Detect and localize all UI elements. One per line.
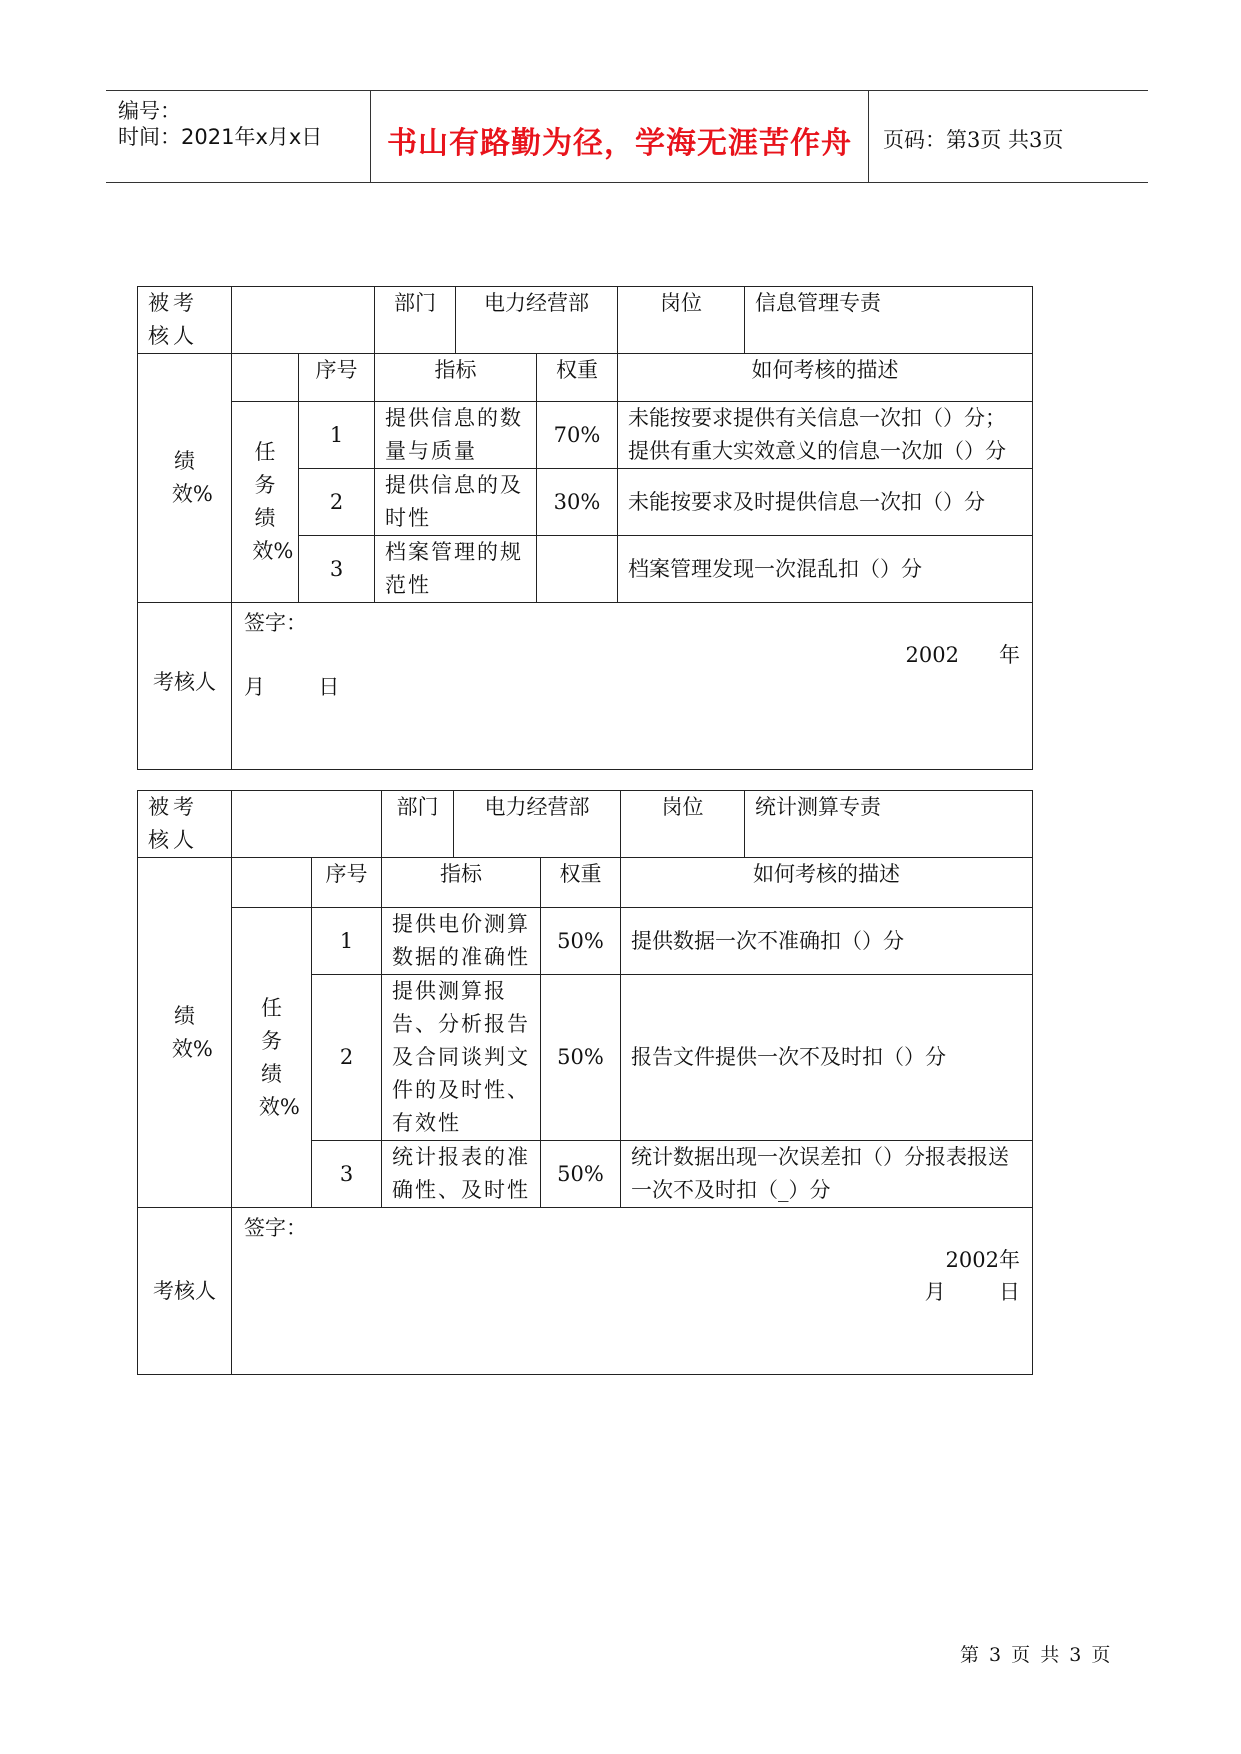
sign-label: 签字： (244, 611, 307, 635)
seq-header: 序号 (299, 354, 375, 402)
row-seq: 2 (312, 975, 382, 1141)
signature-area (232, 603, 1033, 770)
time-label: 时间：2021年x月x日 (118, 125, 323, 149)
how-header: 如何考核的描述 (618, 354, 1033, 402)
row-desc: 提供数据一次不准确扣（）分 (621, 908, 1033, 975)
sign-month-day: 月 日 (924, 1280, 1020, 1304)
signature-area (232, 1208, 1033, 1375)
row-seq: 1 (312, 908, 382, 975)
sign-year: 2002年 (945, 1248, 1020, 1272)
row-weight: 50% (541, 1141, 621, 1208)
header-left (106, 91, 371, 182)
assessee-label: 被考核人 (138, 287, 232, 354)
how-header: 如何考核的描述 (621, 858, 1033, 908)
row-seq: 2 (299, 469, 375, 536)
assessor-label: 考核人 (138, 603, 232, 770)
header-middle (371, 91, 869, 182)
page-footer: 第 3 页 共 3 页 (960, 1644, 1113, 1666)
task-perf-label: 任务绩效% (232, 402, 299, 603)
row-desc: 未能按要求及时提供信息一次扣（）分 (618, 469, 1033, 536)
row-weight: 30% (537, 469, 618, 536)
page-header (106, 90, 1148, 183)
row-indicator: 提供电价测算数据的准确性 (382, 908, 541, 975)
dept-label: 部门 (382, 791, 454, 858)
position-label: 岗位 (621, 791, 745, 858)
assessee-label: 被考核人 (138, 791, 232, 858)
row-weight: 70% (537, 402, 618, 469)
row-indicator: 档案管理的规范性 (375, 536, 537, 603)
assessee-value (232, 287, 375, 354)
sign-label: 签字： (244, 1216, 307, 1240)
row-weight: 50% (541, 908, 621, 975)
row-seq: 3 (299, 536, 375, 603)
row-desc: 未能按要求提供有关信息一次扣（）分；提供有重大实效意义的信息一次加（）分 (618, 402, 1033, 469)
position-label: 岗位 (618, 287, 745, 354)
assessor-label: 考核人 (138, 1208, 232, 1375)
row-desc: 统计数据出现一次误差扣（）分报表报送一次不及时扣（_）分 (621, 1141, 1033, 1208)
seq-header: 序号 (312, 858, 382, 908)
sign-month-day: 月 日 (244, 675, 340, 699)
header-right (869, 91, 1148, 182)
task-perf-label: 任务绩效% (232, 908, 312, 1208)
row-weight: 50% (541, 975, 621, 1141)
dept-label: 部门 (375, 287, 456, 354)
position-value: 信息管理专责 (745, 287, 1033, 354)
position-value: 统计测算专责 (745, 791, 1033, 858)
blank-header-cell (232, 354, 299, 402)
row-weight (537, 536, 618, 603)
row-indicator: 提供信息的及时性 (375, 469, 537, 536)
code-label: 编号： (118, 99, 181, 123)
blank-header-cell (232, 858, 312, 908)
perf-label: 绩效% (138, 858, 232, 1208)
assessment-form-2 (137, 790, 1033, 1375)
row-desc: 报告文件提供一次不及时扣（）分 (621, 975, 1033, 1141)
indicator-header: 指标 (382, 858, 541, 908)
sign-year: 2002 年 (905, 643, 1020, 667)
weight-header: 权重 (537, 354, 618, 402)
indicator-header: 指标 (375, 354, 537, 402)
row-indicator: 提供测算报告、分析报告及合同谈判文件的及时性、有效性 (382, 975, 541, 1141)
assessment-form-1 (137, 286, 1033, 770)
perf-label: 绩效% (138, 354, 232, 603)
assessee-value (232, 791, 382, 858)
row-indicator: 提供信息的数量与质量 (375, 402, 537, 469)
row-seq: 1 (299, 402, 375, 469)
row-indicator: 统计报表的准确性、及时性 (382, 1141, 541, 1208)
dept-value: 电力经营部 (456, 287, 618, 354)
row-desc: 档案管理发现一次混乱扣（）分 (618, 536, 1033, 603)
row-seq: 3 (312, 1141, 382, 1208)
weight-header: 权重 (541, 858, 621, 908)
page-label: 页码：第3页 共3页 (883, 128, 1064, 152)
dept-value: 电力经营部 (454, 791, 621, 858)
motto: 书山有路勤为径，学海无涯苦作舟 (387, 126, 852, 161)
